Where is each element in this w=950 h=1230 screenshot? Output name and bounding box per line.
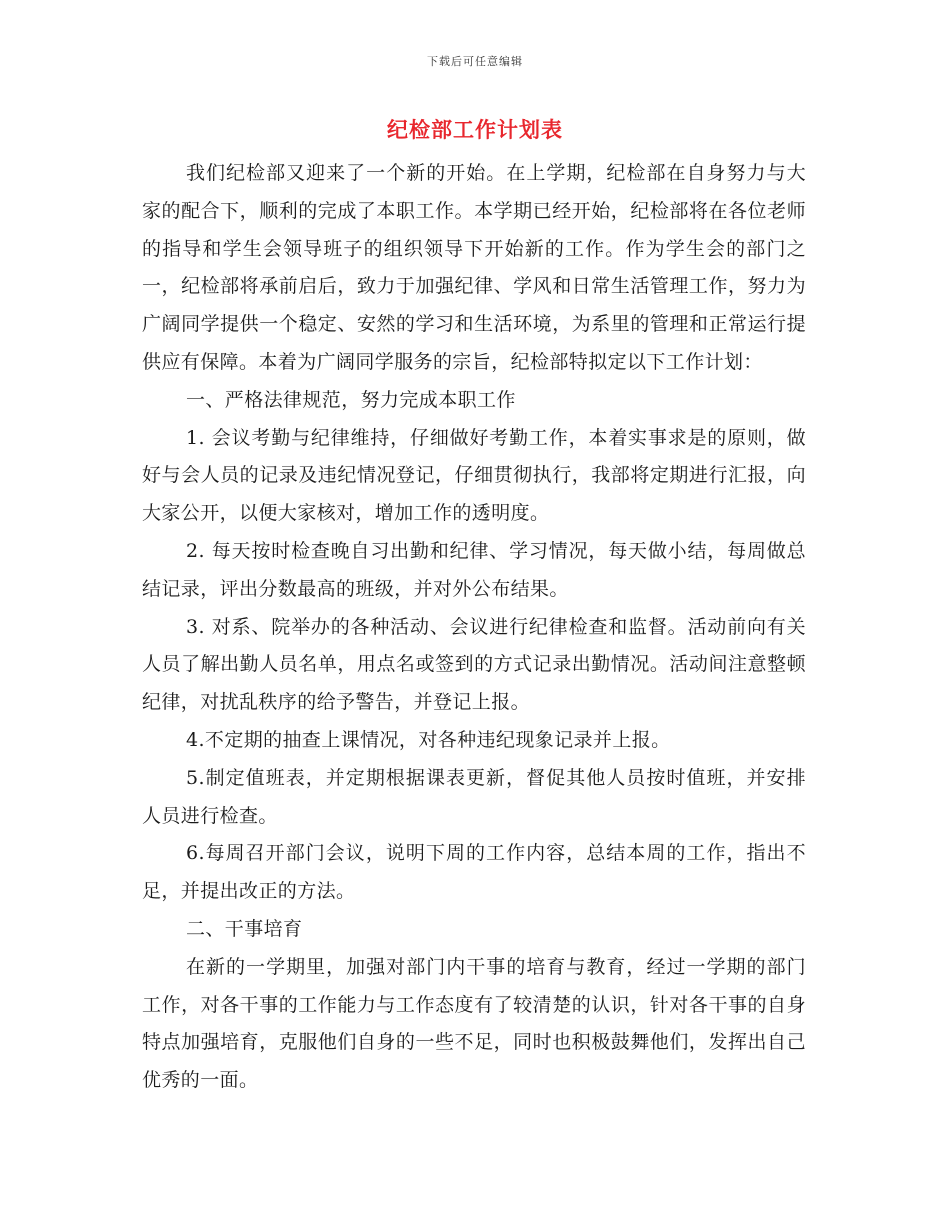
list-item-1: 1. 会议考勤与纪律维持，仔细做好考勤工作，本着实事求是的原则，做好与会人员的记录及违纪情况登记，仔细贯彻执行，我部将定期进行汇报，向大家公开，以便大家核对，增加工作的透明度。 (142, 426, 806, 525)
training-paragraph: 在新的一学期里，加强对部门内干事的培育与教育，经过一学期的部门工作，对各干事的工作能力与工作态度有了较清楚的认识，针对各干事的自身特点加强培育，克服他们自身的一些不足，同时也积极鼓舞他们，发挥出自己优秀的一面。 (142, 955, 806, 1092)
list-item-3: 3. 对系、院举办的各种活动、会议进行纪律检查和监督。活动前向有关人员了解出勤人员名单，用点名或签到的方式记录出勤情况。活动间注意整顿纪律，对扰乱秩序的给予警告，并登记上报。 (142, 615, 806, 714)
section-heading-1: 一、严格法律规范，努力完成本职工作 (186, 388, 516, 411)
list-item-5: 5.制定值班表，并定期根据课表更新，督促其他人员按时值班，并安排人员进行检查。 (142, 766, 806, 827)
document-title: 纪检部工作计划表 (387, 117, 563, 142)
header-note: 下载后可任意编辑 (427, 55, 523, 68)
section-heading-2: 二、干事培育 (186, 917, 303, 940)
list-item-2: 2. 每天按时检查晚自习出勤和纪律、学习情况，每天做小结，每周做总结记录，评出分数最高的班级，并对外公布结果。 (142, 539, 806, 600)
document-body (142, 155, 806, 1100)
list-item-6: 6.每周召开部门会议，说明下周的工作内容，总结本周的工作，指出不足，并提出改正的方法。 (142, 842, 806, 903)
intro-paragraph: 我们纪检部又迎来了一个新的开始。在上学期，纪检部在自身努力与大家的配合下，顺利的完成了本职工作。本学期已经开始，纪检部将在各位老师的指导和学生会领导班子的组织领导下开始新的工作。作为学生会的部门之一，纪检部将承前启后，致力于加强纪律、学风和日常生活管理工作，努力为广阔同学提供一个稳定、安然的学习和生活环境，为系里的管理和正常运行提供应有保障。本着为广阔同学服务的宗旨，纪检部特拟定以下工作计划： (142, 162, 806, 373)
list-item-4: 4.不定期的抽查上课情况，对各种违纪现象记录并上报。 (186, 728, 671, 751)
